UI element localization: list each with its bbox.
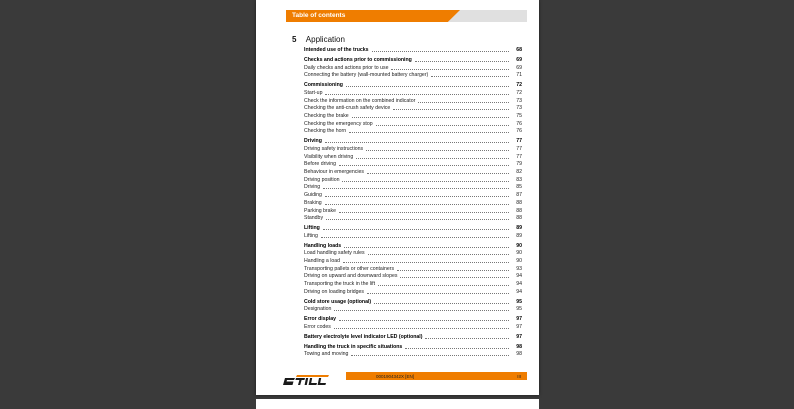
toc-entry-label: Handling the truck in specific situations bbox=[304, 343, 403, 350]
toc-entry-label: Checking the brake bbox=[304, 113, 349, 120]
toc-entry-label: Intended use of the trucks bbox=[304, 47, 369, 54]
toc-entry-page: 97 bbox=[516, 333, 522, 340]
toc-entry[interactable] bbox=[304, 279, 522, 287]
toc-leader-dots bbox=[397, 270, 509, 271]
toc-entry-label: Driving bbox=[304, 184, 321, 191]
document-code: 0001904342X [EN] bbox=[376, 373, 415, 379]
toc-leader-dots bbox=[351, 355, 509, 356]
toc-entry-label: Checks and actions prior to commissioning bbox=[304, 57, 412, 64]
toc-leader-dots bbox=[323, 229, 509, 230]
section-number: 5 bbox=[292, 35, 297, 44]
toc-entry-label: Battery electrolyte level indicator LED (optional) bbox=[304, 333, 423, 340]
still-logo bbox=[283, 373, 331, 387]
toc-leader-dots bbox=[334, 310, 509, 311]
toc-leader-dots bbox=[366, 150, 509, 151]
toc-entry-page: 72 bbox=[516, 90, 522, 96]
toc-leader-dots bbox=[344, 247, 509, 248]
toc-leader-dots bbox=[339, 165, 509, 166]
toc-list bbox=[304, 46, 522, 358]
toc-entry-label: Handling a load bbox=[304, 258, 341, 264]
toc-chapter-entry[interactable] bbox=[304, 241, 522, 249]
toc-entry-page: 89 bbox=[516, 232, 522, 239]
toc-entry[interactable] bbox=[304, 96, 522, 104]
toc-leader-dots bbox=[391, 69, 509, 70]
toc-entry-page: 76 bbox=[516, 128, 522, 135]
toc-entry-label: Driving on loading bridges bbox=[304, 288, 364, 295]
section-heading bbox=[292, 35, 345, 44]
toc-entry-label: Checking the emergency stop bbox=[304, 120, 373, 127]
toc-leader-dots bbox=[367, 293, 509, 294]
toc-entry-label: Towing and moving bbox=[304, 351, 349, 358]
toc-entry[interactable] bbox=[304, 119, 522, 127]
toc-entry-page: 77 bbox=[516, 146, 522, 152]
toc-leader-dots bbox=[326, 219, 509, 220]
toc-leader-dots bbox=[418, 102, 509, 103]
toc-chapter-entry[interactable] bbox=[304, 332, 522, 340]
toc-chapter-entry[interactable] bbox=[304, 46, 522, 54]
toc-entry-label: Cold store usage (optional) bbox=[304, 298, 372, 305]
toc-entry-page: 88 bbox=[516, 215, 522, 222]
toc-entry-label: Driving safety instructions bbox=[304, 146, 364, 152]
toc-entry[interactable] bbox=[304, 322, 522, 330]
toc-leader-dots bbox=[325, 196, 509, 197]
toc-entry-label: Guiding bbox=[304, 192, 322, 199]
toc-entry[interactable] bbox=[304, 249, 522, 257]
toc-entry[interactable] bbox=[304, 88, 522, 96]
toc-entry-label: Daily checks and actions prior to use bbox=[304, 64, 389, 71]
toc-entry-page: 93 bbox=[516, 265, 522, 272]
toc-entry-page: 97 bbox=[516, 323, 522, 330]
toc-leader-dots bbox=[321, 237, 509, 238]
toc-entry-page: 83 bbox=[516, 176, 522, 183]
toc-leader-dots bbox=[342, 181, 509, 182]
toc-leader-dots bbox=[325, 142, 509, 143]
toc-entry[interactable] bbox=[304, 104, 522, 112]
toc-leader-dots bbox=[376, 125, 509, 126]
toc-leader-dots bbox=[431, 76, 509, 77]
toc-leader-dots bbox=[372, 51, 509, 52]
toc-entry-page: 68 bbox=[516, 47, 522, 54]
toc-entry-label: Before driving bbox=[304, 161, 337, 168]
toc-entry[interactable] bbox=[304, 350, 522, 358]
toc-leader-dots bbox=[323, 188, 509, 189]
toc-entry-label: Lifting bbox=[304, 225, 320, 232]
next-page-edge bbox=[256, 399, 539, 409]
toc-entry-page: 90 bbox=[516, 250, 522, 257]
toc-entry-page: 89 bbox=[516, 225, 522, 232]
toc-entry[interactable] bbox=[304, 190, 522, 198]
toc-entry-label: Transporting the truck in the lift bbox=[304, 281, 376, 288]
toc-entry-page: 69 bbox=[516, 57, 522, 64]
toc-entry-page: 94 bbox=[516, 288, 522, 295]
toc-leader-dots bbox=[339, 212, 509, 213]
toc-leader-dots bbox=[356, 158, 509, 159]
toc-entry-label: Parking brake bbox=[304, 207, 337, 214]
toc-entry[interactable] bbox=[304, 206, 522, 214]
toc-entry-label: Load handling safety rules bbox=[304, 250, 365, 257]
toc-entry[interactable] bbox=[304, 63, 522, 71]
section-title: Application bbox=[305, 35, 345, 44]
toc-leader-dots bbox=[334, 328, 509, 329]
toc-entry-label: Driving position bbox=[304, 176, 340, 183]
toc-entry-label: Start-up bbox=[304, 90, 323, 96]
footer-bar bbox=[346, 372, 527, 380]
toc-entry-page: 75 bbox=[516, 113, 522, 120]
toc-entry[interactable] bbox=[304, 198, 522, 206]
toc-entry-page: 71 bbox=[516, 72, 522, 79]
toc-leader-dots bbox=[325, 94, 509, 95]
toc-entry-page: 77 bbox=[516, 153, 522, 160]
toc-entry-label: Visibility when driving bbox=[304, 153, 354, 160]
toc-entry-page: 72 bbox=[516, 82, 522, 89]
toc-leader-dots bbox=[346, 86, 509, 87]
toc-entry-label: Driving on upward and downward slopes bbox=[304, 273, 398, 280]
toc-entry-page: 88 bbox=[516, 207, 522, 214]
toc-entry[interactable] bbox=[304, 272, 522, 280]
toc-entry-page: 85 bbox=[516, 184, 522, 191]
toc-leader-dots bbox=[325, 204, 509, 205]
toc-leader-dots bbox=[368, 254, 509, 255]
toc-leader-dots bbox=[343, 262, 509, 263]
toc-entry-page: 94 bbox=[516, 281, 522, 288]
toc-entry-label: Designation bbox=[304, 306, 332, 313]
toc-chapter-entry[interactable] bbox=[304, 81, 522, 89]
toc-entry-page: 82 bbox=[516, 169, 522, 176]
toc-entry-label: Connecting the battery (wall-mounted battery charger) bbox=[304, 72, 429, 79]
toc-chapter-entry[interactable] bbox=[304, 55, 522, 63]
toc-entry[interactable] bbox=[304, 127, 522, 135]
toc-entry[interactable] bbox=[304, 111, 522, 119]
toc-chapter-entry[interactable] bbox=[304, 223, 522, 231]
toc-entry-page: 88 bbox=[516, 199, 522, 206]
toc-entry-page: 90 bbox=[516, 258, 522, 264]
toc-chapter-entry[interactable] bbox=[304, 342, 522, 350]
toc-entry-page: 95 bbox=[516, 298, 522, 305]
toc-entry-page: 77 bbox=[516, 138, 522, 145]
toc-entry[interactable] bbox=[304, 287, 522, 295]
toc-entry[interactable] bbox=[304, 305, 522, 313]
toc-leader-dots bbox=[352, 117, 509, 118]
toc-entry-label: Standby bbox=[304, 215, 324, 222]
toc-entry-label: Checking the anti-crush safety device bbox=[304, 105, 391, 112]
toc-entry-label: Lifting bbox=[304, 232, 318, 239]
toc-leader-dots bbox=[425, 338, 509, 339]
toc-entry-label: Error codes bbox=[304, 323, 331, 330]
toc-entry-page: 76 bbox=[516, 120, 522, 127]
document-page bbox=[256, 0, 539, 395]
toc-leader-dots bbox=[349, 132, 509, 133]
toc-entry[interactable] bbox=[304, 256, 522, 264]
toc-entry[interactable] bbox=[304, 175, 522, 183]
toc-leader-dots bbox=[367, 173, 509, 174]
toc-entry-page: 98 bbox=[516, 343, 522, 350]
toc-entry-page: 69 bbox=[516, 64, 522, 71]
toc-entry-label: Behaviour in emergencies bbox=[304, 169, 364, 176]
toc-leader-dots bbox=[374, 303, 509, 304]
toc-chapter-entry[interactable] bbox=[304, 297, 522, 305]
toc-entry-page: 95 bbox=[516, 306, 522, 313]
toc-entry-page: 73 bbox=[516, 97, 522, 104]
page-number: III bbox=[517, 373, 521, 379]
toc-entry[interactable] bbox=[304, 214, 522, 222]
toc-entry-page: 94 bbox=[516, 273, 522, 280]
toc-leader-dots bbox=[400, 277, 509, 278]
toc-entry[interactable] bbox=[304, 167, 522, 175]
toc-entry-page: 98 bbox=[516, 351, 522, 358]
toc-entry[interactable] bbox=[304, 144, 522, 152]
toc-entry-label: Driving bbox=[304, 138, 322, 145]
toc-entry-label: Handling loads bbox=[304, 242, 342, 249]
toc-entry[interactable] bbox=[304, 71, 522, 79]
toc-leader-dots bbox=[339, 320, 509, 321]
toc-entry-label: Check the information on the combined indicator bbox=[304, 97, 416, 104]
toc-entry[interactable] bbox=[304, 183, 522, 191]
toc-entry-page: 73 bbox=[516, 105, 522, 112]
toc-entry[interactable] bbox=[304, 160, 522, 168]
toc-entry-label: Commissioning bbox=[304, 82, 343, 89]
toc-leader-dots bbox=[405, 348, 509, 349]
toc-entry-label: Braking bbox=[304, 199, 322, 206]
header-title: Table of contents bbox=[292, 12, 346, 19]
toc-entry[interactable] bbox=[304, 152, 522, 160]
toc-entry-page: 79 bbox=[516, 161, 522, 168]
toc-leader-dots bbox=[393, 109, 509, 110]
toc-leader-dots bbox=[378, 285, 509, 286]
toc-entry-label: Transporting pallets or other containers bbox=[304, 265, 395, 272]
toc-entry-label: Error display bbox=[304, 316, 337, 323]
toc-chapter-entry[interactable] bbox=[304, 137, 522, 145]
toc-entry-page: 90 bbox=[516, 242, 522, 249]
toc-entry[interactable] bbox=[304, 231, 522, 239]
toc-entry-label: Checking the horn bbox=[304, 128, 347, 135]
toc-header-bar bbox=[286, 10, 527, 22]
toc-leader-dots bbox=[415, 61, 509, 62]
toc-entry-page: 87 bbox=[516, 192, 522, 199]
toc-entry-page: 97 bbox=[516, 316, 522, 323]
toc-entry[interactable] bbox=[304, 264, 522, 272]
toc-chapter-entry[interactable] bbox=[304, 315, 522, 323]
